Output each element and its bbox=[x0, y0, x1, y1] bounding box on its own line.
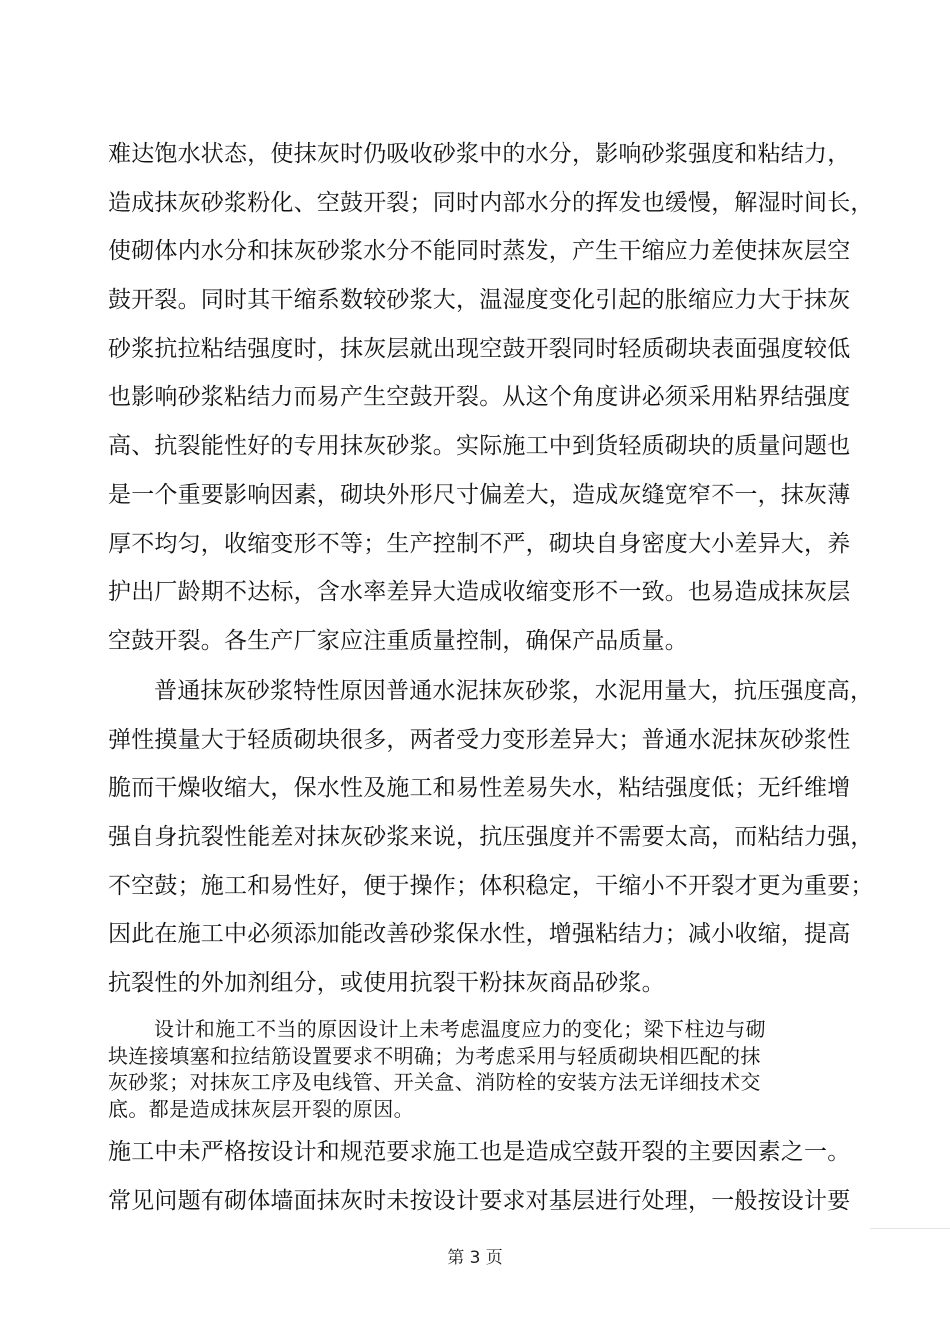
text-line: 因此在施工中必须添加能改善砂浆保水性，增强粘结力；减小收缩，提高 bbox=[108, 921, 851, 948]
text-line: 普通抹灰砂浆特性原因普通水泥抹灰砂浆，水泥用量大，抗压强度高， bbox=[154, 678, 874, 704]
text-line: 块连接填塞和拉结筋设置要求不明确；为考虑采用与轻质砌块相匹配的抹 bbox=[108, 1043, 761, 1068]
text-line: 底。都是造成抹灰层开裂的原因。 bbox=[108, 1096, 414, 1121]
text-line: 施工中未严格按设计和规范要求施工也是造成空鼓开裂的主要因素之一。 bbox=[108, 1139, 851, 1165]
text-line: 抗裂性的外加剂组分，或使用抗裂干粉抹灰商品砂浆。 bbox=[108, 970, 665, 997]
text-line: 造成抹灰砂浆粉化、空鼓开裂；同时内部水分的挥发也缓慢，解湿时间长， bbox=[108, 189, 874, 216]
page-number: 第 3 页 bbox=[447, 1248, 503, 1268]
paragraph-3 bbox=[108, 1016, 868, 1122]
text-line: 砂浆抗拉粘结强度时，抹灰层就出现空鼓开裂同时轻质砌块表面强度较低 bbox=[108, 335, 851, 362]
paragraph-2 bbox=[108, 667, 874, 1008]
text-line: 高、抗裂能性好的专用抹灰砂浆。实际施工中到货轻质砌块的质量问题也 bbox=[108, 433, 851, 460]
text-line: 脆而干燥收缩大，保水性及施工和易性差易失水，粘结强度低；无纤维增 bbox=[108, 775, 851, 802]
text-line: 鼓开裂。同时其干缩系数较砂浆大，温湿度变化引起的胀缩应力大于抹灰 bbox=[108, 287, 851, 314]
text-line: 难达饱水状态，使抹灰时仍吸收砂浆中的水分，影响砂浆强度和粘结力， bbox=[108, 141, 851, 167]
footer-divider bbox=[870, 1228, 950, 1229]
text-line: 厚不均匀，收缩变形不等；生产控制不严，砌块自身密度大小差异大，养 bbox=[108, 530, 851, 557]
text-line: 也影响砂浆粘结力而易产生空鼓开裂。从这个角度讲必须采用粘界结强度 bbox=[108, 384, 851, 411]
text-line: 常见问题有砌体墙面抹灰时未按设计要求对基层进行处理，一般按设计要 bbox=[108, 1187, 851, 1214]
text-line: 强自身抗裂性能差对抹灰砂浆来说，抗压强度并不需要太高，而粘结力强， bbox=[108, 824, 874, 851]
text-line: 空鼓开裂。各生产厂家应注重质量控制，确保产品质量。 bbox=[108, 627, 688, 654]
text-line: 弹性摸量大于轻质砌块很多，两者受力变形差异大；普通水泥抹灰砂浆性 bbox=[108, 726, 851, 753]
paragraph-4 bbox=[108, 1128, 868, 1225]
text-line: 设计和施工不当的原因设计上未考虑温度应力的变化；梁下柱边与砌 bbox=[154, 1017, 766, 1041]
text-line: 是一个重要影响因素，砌块外形尺寸偏差大，造成灰缝宽窄不一，抹灰薄 bbox=[108, 481, 851, 508]
text-line: 护出厂龄期不达标，含水率差异大造成收缩变形不一致。也易造成抹灰层 bbox=[108, 579, 851, 606]
text-line: 不空鼓；施工和易性好，便于操作；体积稳定，干缩小不开裂才更为重要； bbox=[108, 872, 874, 899]
text-line: 灰砂浆；对抹灰工序及电线管、开关盒、消防栓的安装方法无详细技术交 bbox=[108, 1070, 761, 1094]
text-line: 使砌体内水分和抹灰砂浆水分不能同时蒸发，产生干缩应力差使抹灰层空 bbox=[108, 238, 851, 265]
paragraph-1 bbox=[108, 130, 874, 666]
